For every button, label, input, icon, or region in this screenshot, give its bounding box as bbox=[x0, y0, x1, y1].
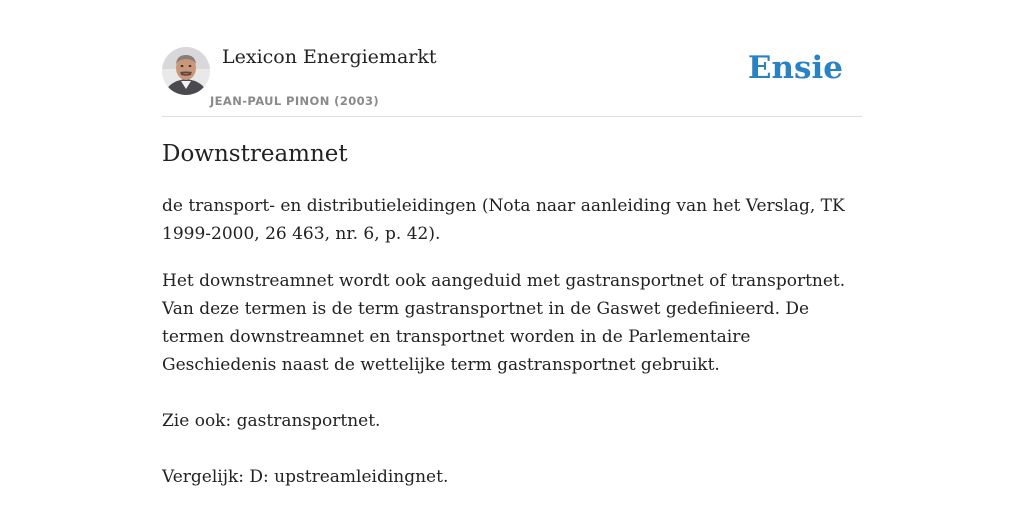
entry-header bbox=[162, 44, 862, 117]
definition-paragraph: de transport- en distributieleidingen (Nota naar aanleiding van het Verslag, TK 1999-2000, 26 463, nr. 6, p. 42). bbox=[162, 196, 845, 244]
entry-term: Downstreamnet bbox=[162, 141, 348, 167]
author-avatar bbox=[162, 47, 210, 95]
author-name: JEAN-PAUL PINON (2003) bbox=[210, 94, 380, 108]
ensie-logo[interactable]: Ensie bbox=[747, 50, 843, 86]
compare-paragraph: Vergelijk: D: upstreamleidingnet. bbox=[162, 467, 449, 487]
explanation-paragraph: Het downstreamnet wordt ook aangeduid met gastransportnet of transportnet. Van deze termen is de term gastransportnet in de Gaswet gedefinieerd. De termen downstreamnet en transportnet worden in de Parlementaire Geschiedenis naast de wettelijke term gastransportnet gebruikt. bbox=[162, 271, 846, 375]
entry-content bbox=[162, 138, 862, 491]
lexicon-title-link[interactable]: Lexicon Energiemarkt bbox=[222, 46, 437, 68]
author-portrait-icon bbox=[162, 47, 210, 95]
see-also-paragraph: Zie ook: gastransportnet. bbox=[162, 411, 381, 431]
